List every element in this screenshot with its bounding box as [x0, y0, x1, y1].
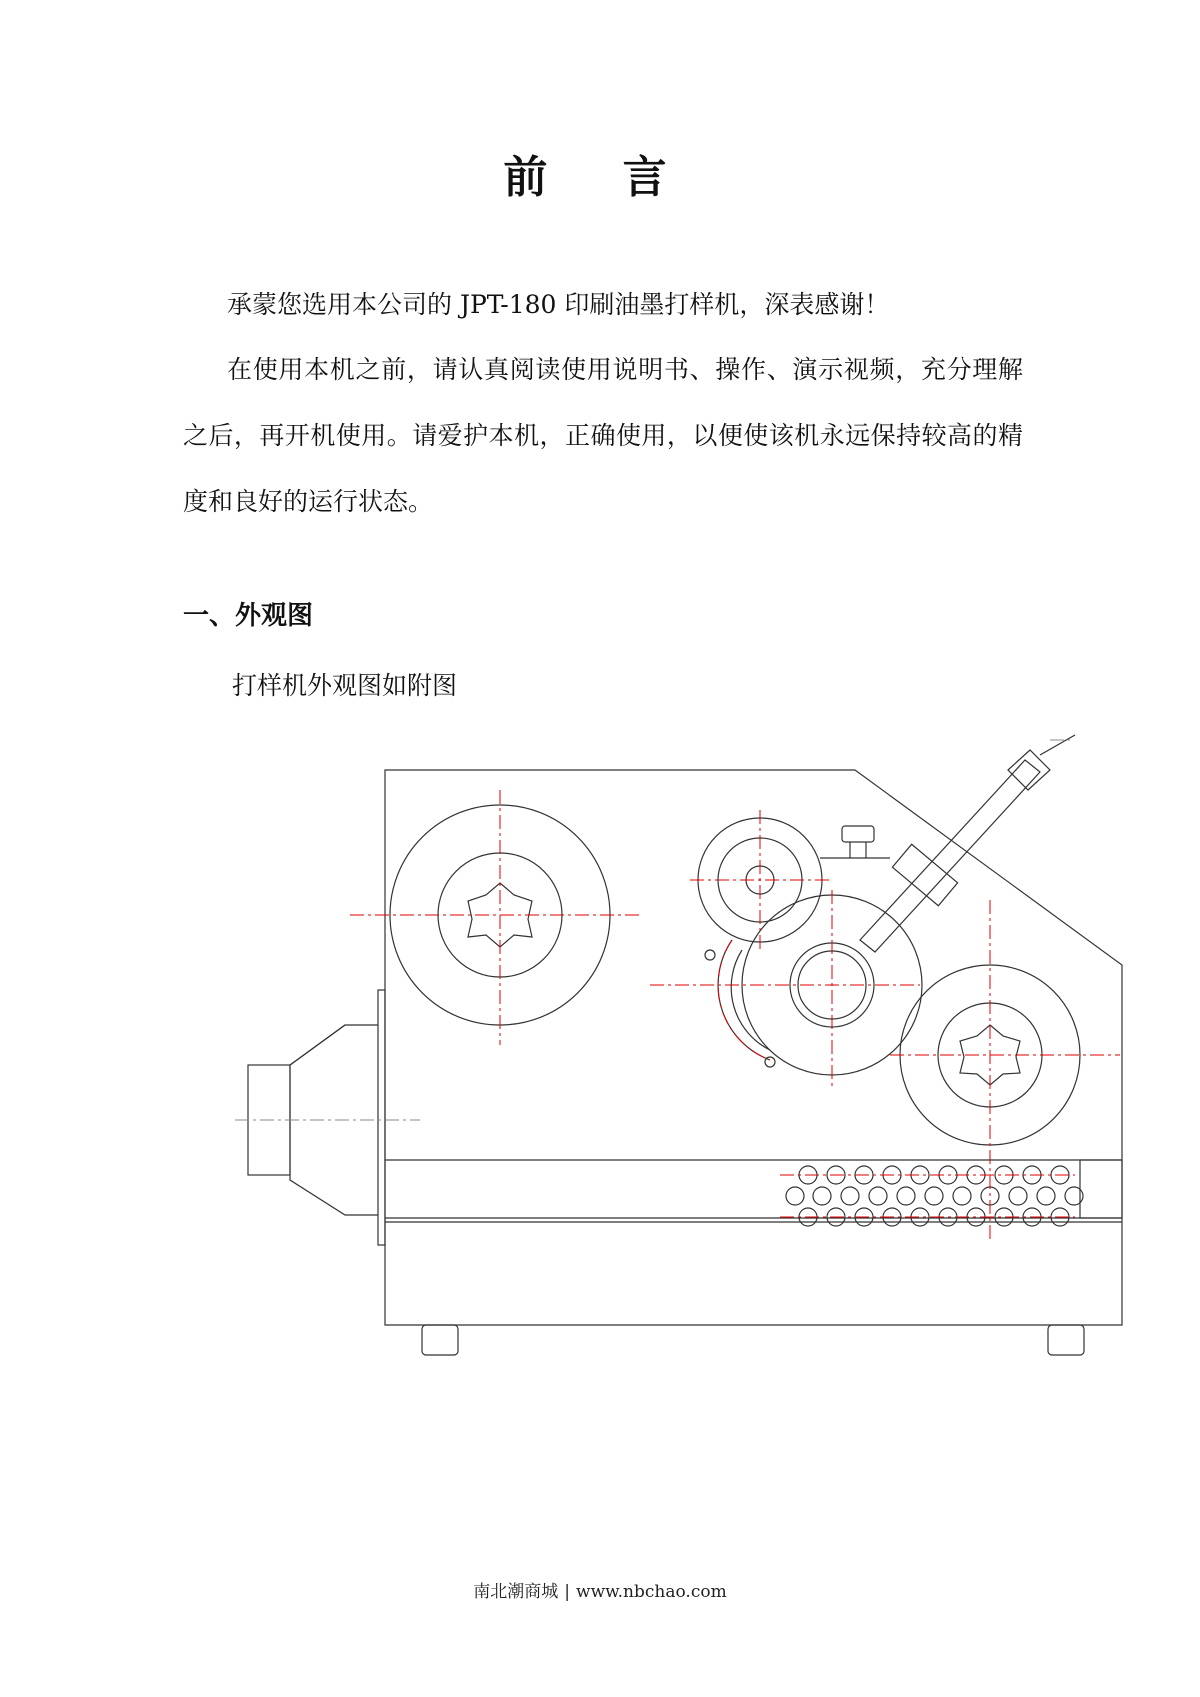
section-heading-appearance: 一、外观图	[183, 601, 314, 631]
intro-paragraph-2: 在使用本机之前，请认真阅读使用说明书、操作、演示视频，充分理解之后，再开机使用。请爱护本机，正确使用，以便使该机永远保持较高的精度和良好的运行状态。	[183, 355, 1023, 516]
page-title: 前 言	[503, 152, 697, 203]
footer-separator: |	[564, 1582, 571, 1602]
foot-left	[422, 1325, 458, 1355]
footer-site-name: 南北潮商城	[473, 1582, 559, 1602]
footer-url[interactable]: www.nbchao.com	[576, 1582, 727, 1602]
intro-paragraph-1: 承蒙您选用本公司的 JPT-180 印刷油墨打样机，深表感谢！	[227, 290, 890, 319]
page-footer	[0, 1580, 1200, 1604]
motor-flange	[378, 990, 385, 1245]
machine-appearance-drawing	[200, 720, 1140, 1380]
adjust-knob	[842, 826, 874, 842]
foot-right	[1048, 1325, 1084, 1355]
blade-holder-arm	[860, 760, 1040, 952]
figure-caption: 打样机外观图如附图	[232, 671, 458, 700]
